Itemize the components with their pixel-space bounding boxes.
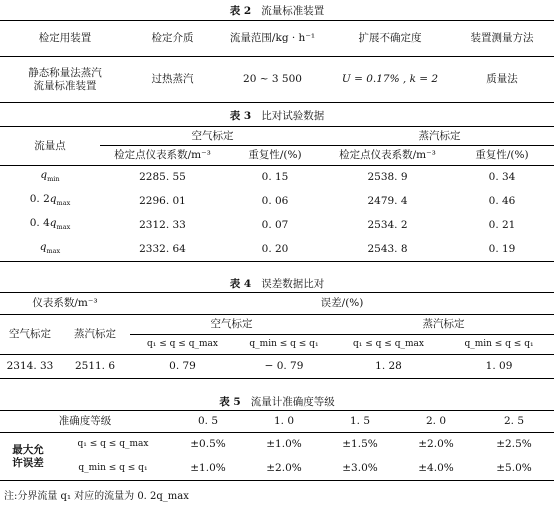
t3-air-rep: 0. 15 (261, 171, 289, 184)
t3-steam-rep: 0. 19 (488, 242, 516, 255)
t3-flow-point: 0. $4q_{max}$ (29, 216, 71, 232)
t3-steam-coef: 2538. 9 (367, 171, 408, 184)
t3-flow-point: 0. $2q_{max}$ (29, 192, 71, 208)
t4-steam-coef: 2511. 6 (74, 360, 116, 372)
table5-number: 表 5 (219, 396, 241, 408)
t3-header-steam-coef: 检定点仪表系数/m⁻³ (339, 149, 436, 161)
t5-err: ±5.0% (496, 461, 532, 474)
t2-cell-device: 静态称量法蒸汽 流量标准装置 (28, 66, 102, 92)
t2-cell-medium: 过热蒸汽 (151, 73, 194, 85)
t3-row (0, 166, 554, 190)
table2-title: 流量标准装置 (261, 5, 325, 17)
t3-air-coef: 2332. 64 (139, 242, 186, 255)
t5-grade: 2. 5 (503, 415, 525, 427)
t3-steam-coef: 2534. 2 (367, 219, 408, 231)
t4-steam-err-low: 1. 09 (485, 360, 513, 372)
t4-header-steam-cal: 蒸汽标定 (60, 315, 130, 355)
t3-air-coef: 2285. 55 (139, 171, 186, 184)
t3-header-air: 空气标定 (100, 127, 325, 146)
t2-header-device: 检定用装置 (38, 32, 92, 44)
table5-title: 流量计准确度等级 (250, 396, 335, 408)
table3-number: 表 3 (229, 110, 252, 122)
t5-err: ±0.5% (190, 438, 226, 451)
t5-err: ±1.5% (342, 438, 378, 451)
table4 (0, 292, 554, 379)
t5-grade: 0. 5 (197, 415, 219, 427)
t4-header-range-low: q_min ≤ q ≤ q₁ (464, 339, 534, 349)
t4-air-err-high: 0. 79 (169, 360, 196, 372)
t4-air-err-low: − 0. 79 (264, 360, 304, 372)
t3-header-air-coef: 检定点仪表系数/m⁻³ (114, 149, 211, 161)
t5-err: ±4.0% (418, 461, 454, 474)
table4-caption (0, 276, 554, 291)
t3-steam-rep: 0. 21 (488, 219, 516, 231)
t5-side-label-line1: 最大允 (12, 443, 44, 456)
t5-err: ±1.0% (266, 438, 302, 451)
t3-air-rep: 0. 07 (261, 219, 289, 231)
t4-header-air-cal: 空气标定 (0, 315, 60, 355)
t3-row (0, 190, 554, 214)
t3-air-coef: 2296. 01 (139, 195, 186, 207)
t3-header-steam: 蒸汽标定 (325, 127, 554, 146)
t4-header-range-high: q₁ ≤ q ≤ q_max (353, 339, 424, 349)
t2-header-range: 流量范围/kg · h⁻¹ (229, 32, 316, 44)
t5-grade: 2. 0 (425, 415, 447, 427)
table2 (0, 20, 554, 103)
t5-err: ±2.0% (266, 461, 302, 474)
t3-flow-point: $q_{max}$ (39, 240, 61, 255)
t2-cell-method: 质量法 (486, 73, 518, 85)
t5-grade: 1. 5 (349, 415, 371, 427)
t4-header-steam: 蒸汽标定 (333, 315, 554, 335)
t2-header-method: 装置测量方法 (470, 32, 534, 44)
t2-cell-uncertainty: U = 0.17% , k = 2 (341, 73, 439, 85)
t3-air-rep: 0. 06 (261, 195, 289, 207)
table4-title: 误差数据比对 (261, 278, 325, 290)
t3-steam-coef: 2479. 4 (367, 195, 408, 207)
t5-err: ±2.5% (496, 438, 532, 451)
t3-header-air-rep: 重复性/(%) (248, 149, 302, 161)
t3-air-rep: 0. 20 (261, 242, 289, 255)
table3-title: 比对试验数据 (261, 110, 325, 122)
t3-air-coef: 2312. 33 (139, 219, 186, 231)
t5-range-high: q₁ ≤ q ≤ q_max (77, 439, 149, 450)
t2-header-medium: 检定介质 (151, 32, 194, 44)
t3-header-point: 流量点 (0, 127, 100, 166)
t2-header-uncertainty: 扩展不确定度 (358, 32, 422, 44)
t4-steam-err-high: 1. 28 (375, 360, 402, 372)
t5-side-label (0, 433, 56, 481)
t5-header-grade: 准确度等级 (58, 415, 112, 427)
t3-steam-rep: 0. 34 (488, 171, 516, 184)
table3-caption (0, 108, 554, 123)
table5 (0, 410, 554, 481)
t3-steam-coef: 2543. 8 (367, 242, 408, 255)
t4-header-air: 空气标定 (130, 315, 333, 335)
t5-side-label-line2: 许误差 (12, 456, 44, 469)
t5-err: ±3.0% (342, 461, 378, 474)
t5-err: ±2.0% (418, 438, 454, 451)
table4-number: 表 4 (229, 278, 252, 290)
table2-caption (0, 3, 554, 18)
t3-header-steam-rep: 重复性/(%) (475, 149, 529, 161)
t4-air-coef: 2314. 33 (6, 360, 54, 372)
t3-row (0, 214, 554, 238)
table3 (0, 126, 554, 262)
t3-steam-rep: 0. 46 (488, 195, 516, 207)
t4-header-range-high: q₁ ≤ q ≤ q_max (147, 339, 218, 349)
table2-number: 表 2 (229, 5, 252, 17)
t5-range-low: q_min ≤ q ≤ q₁ (78, 462, 148, 473)
t4-header-range-low: q_min ≤ q ≤ q₁ (249, 339, 319, 349)
t3-flow-point: $q_{min}$ (40, 169, 60, 184)
t3-row (0, 238, 554, 262)
t5-err: ±1.0% (190, 461, 226, 474)
t5-grade: 1. 0 (273, 415, 295, 427)
t4-header-error: 误差/(%) (320, 297, 364, 309)
table5-footnote: 注:分界流量 q₁ 对应的流量为 0. 2q_max (4, 491, 189, 502)
table5-caption (0, 394, 554, 409)
t4-header-coef: 仪表系数/m⁻³ (32, 297, 98, 309)
t2-cell-range: 20 ~ 3 500 (243, 73, 302, 85)
